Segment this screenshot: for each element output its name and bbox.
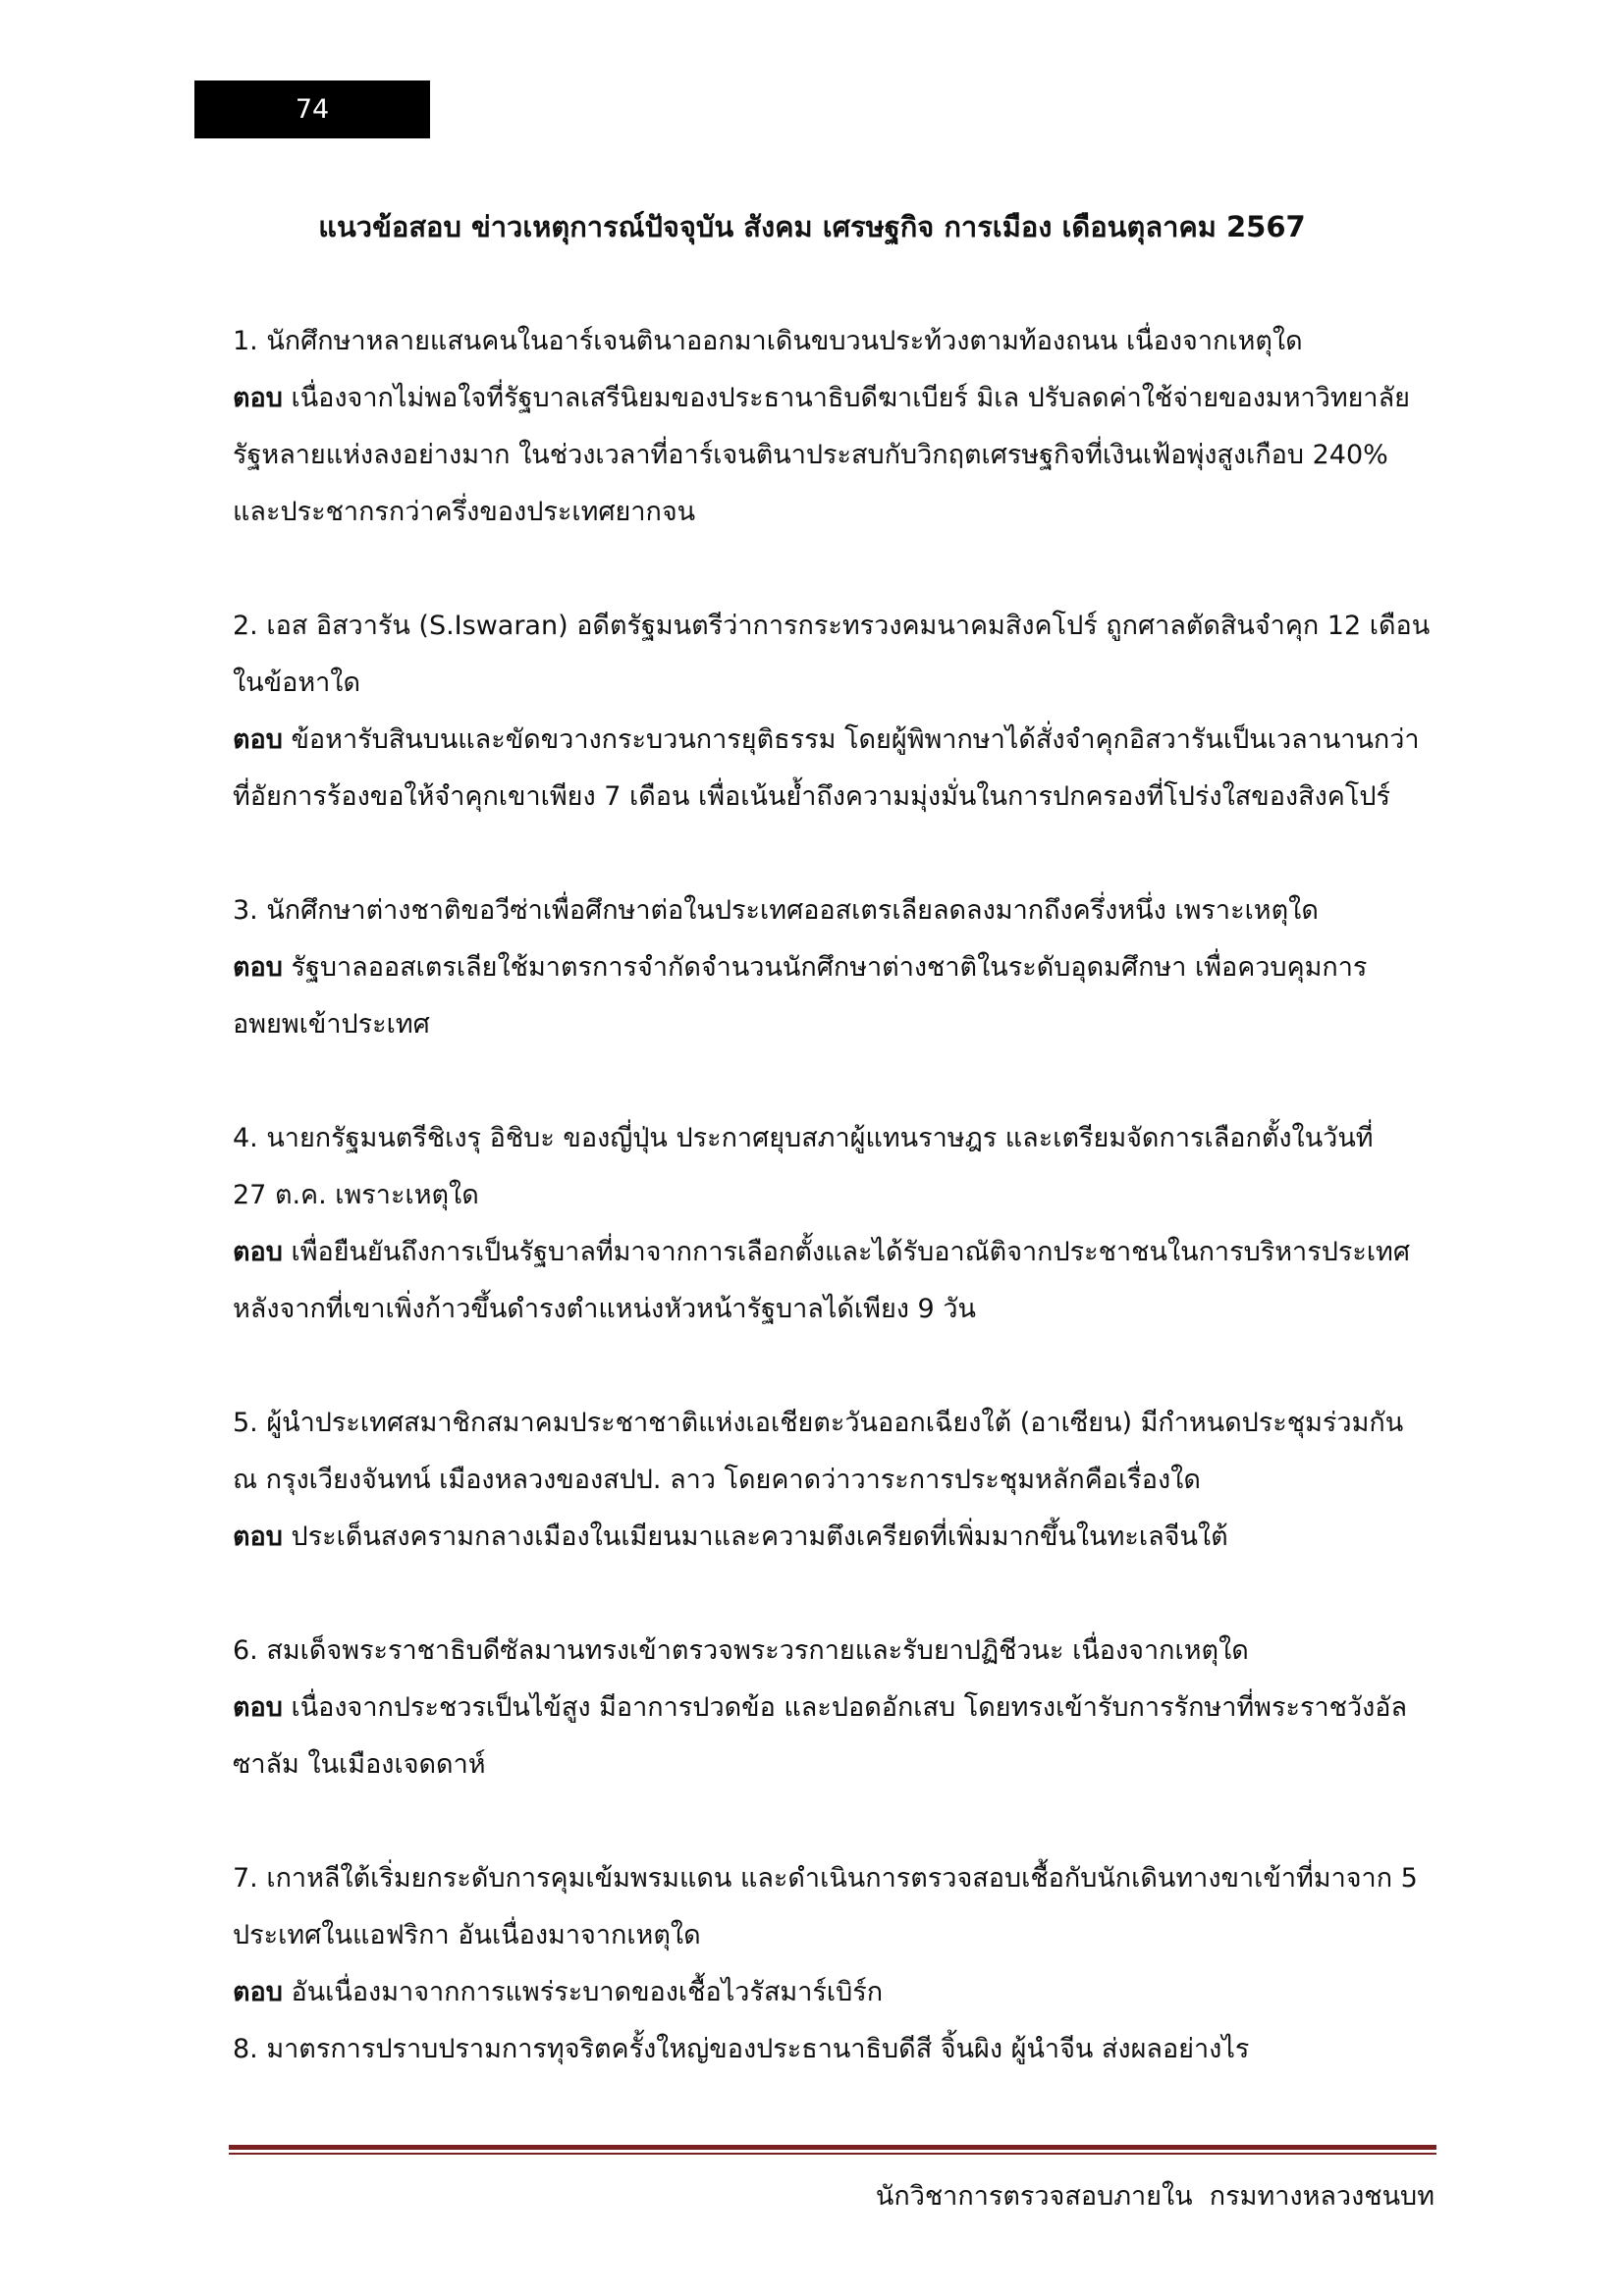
- answer-label: ตอบ: [233, 1692, 283, 1723]
- answer-line: [233, 1509, 1435, 1566]
- question-line: 8. มาตรการปราบปรามการทุจริตครั้งใหญ่ของประธานาธิบดีสี จิ้นผิง ผู้นำจีน ส่งผลอย่างไร: [233, 2034, 1250, 2064]
- answer-label: ตอบ: [233, 724, 283, 755]
- answer-line: และประชากรกว่าครึ่งของประเทศยากจน: [233, 497, 696, 527]
- answer-text: รัฐบาลออสเตรเลียใช้มาตรการจำกัดจำนวนนักศึกษาต่างชาติในระดับอุดมศึกษา เพื่อควบคุมการ: [282, 952, 1368, 983]
- qa-item: [233, 1623, 1435, 1793]
- answer-text: เนื่องจากไม่พอใจที่รัฐบาลเสรีนิยมของประธานาธิบดีฆาเบียร์ มิเล ปรับลดค่าใช้จ่ายของมหาวิทยาลัย: [282, 383, 1410, 413]
- answer-line: [233, 370, 1435, 427]
- footer-rule-thin: [229, 2153, 1436, 2155]
- answer-text: เนื่องจากประชวรเป็นไข้สูง มีอาการปวดข้อ และปอดอักเสบ โดยทรงเข้ารับการรักษาที่พระราชวังอัล: [282, 1692, 1408, 1723]
- question-line: 5. ผู้นำประเทศสมาชิกสมาคมประชาชาติแห่งเอเชียตะวันออกเฉียงใต้ (อาเซียน) มีกำหนดประชุมร่วมกัน: [233, 1408, 1404, 1438]
- question-line: 2. เอส อิสวารัน (S.Iswaran) อดีตรัฐมนตรีว่าการกระทรวงคมนาคมสิงคโปร์ ถูกศาลตัดสินจำคุก 12 เดือน: [233, 611, 1431, 641]
- answer-line: [233, 1964, 1435, 2021]
- answer-label: ตอบ: [233, 952, 283, 983]
- qa-item: [233, 882, 1435, 1053]
- qa-item: [233, 313, 1435, 541]
- answer-line: หลังจากที่เขาเพิ่งก้าวขึ้นดำรงตำแหน่งหัวหน้ารัฐบาลได้เพียง 9 วัน: [233, 1294, 976, 1324]
- answer-text: ข้อหารับสินบนและขัดขวางกระบวนการยุติธรรม โดยผู้พิพากษาได้สั่งจำคุกอิสวารันเป็นเวลานานกว่า: [282, 724, 1420, 755]
- page-number: 74: [295, 94, 330, 125]
- question-line: ในข้อหาใด: [233, 667, 360, 698]
- qa-item: [233, 1850, 1435, 2021]
- question-line: 1. นักศึกษาหลายแสนคนในอาร์เจนตินาออกมาเดินขบวนประท้วงตามท้องถนน เนื่องจากเหตุใด: [233, 326, 1303, 356]
- question-line: 6. สมเด็จพระราชาธิบดีซัลมานทรงเข้าตรวจพระวรกายและรับยาปฏิชีวนะ เนื่องจากเหตุใด: [233, 1635, 1249, 1666]
- answer-line: [233, 712, 1435, 769]
- question-line: ประเทศในแอฟริกา อันเนื่องมาจากเหตุใด: [233, 1920, 701, 1950]
- answer-line: ซาลัม ในเมืองเจดดาห์: [233, 1749, 486, 1780]
- question-line: 3. นักศึกษาต่างชาติขอวีซ่าเพื่อศึกษาต่อในประเทศออสเตรเลียลดลงมากถึงครึ่งหนึ่ง เพราะเหตุใด: [233, 895, 1319, 926]
- footer-rule: [229, 2145, 1436, 2150]
- document-title: แนวข้อสอบ ข่าวเหตุการณ์ปัจจุบัน สังคม เศรษฐกิจ การเมือง เดือนตุลาคม 2567: [318, 210, 1306, 243]
- answer-line: ที่อัยการร้องขอให้จำคุกเขาเพียง 7 เดือน เพื่อเน้นย้ำถึงความมุ่งมั่นในการปกครองที่โปร่งใสของสิงคโปร์: [233, 781, 1390, 812]
- answer-text: อันเนื่องมาจากการแพร่ระบาดของเชื้อไวรัสมาร์เบิร์ก: [282, 1977, 884, 2007]
- question-line: 4. นายกรัฐมนตรีชิเงรุ อิชิบะ ของญี่ปุ่น ประกาศยุบสภาผู้แทนราษฎร และเตรียมจัดการเลือกตั้งในวันที่: [233, 1123, 1374, 1153]
- question-line: 27 ต.ค. เพราะเหตุใด: [233, 1180, 479, 1210]
- answer-text: ประเด็นสงครามกลางเมืองในเมียนมาและความตึงเครียดที่เพิ่มมากขึ้นในทะเลจีนใต้: [282, 1522, 1228, 1552]
- qa-item: [233, 2021, 1435, 2078]
- qa-item: [233, 598, 1435, 826]
- answer-label: ตอบ: [233, 1522, 283, 1552]
- question-line: 7. เกาหลีใต้เริ่มยกระดับการคุมเข้มพรมแดน และดำเนินการตรวจสอบเชื้อกับนักเดินทางขาเข้าที่มาจาก 5: [233, 1863, 1418, 1894]
- answer-line: รัฐหลายแห่งลงอย่างมาก ในช่วงเวลาที่อาร์เจนตินาประสบกับวิกฤตเศรษฐกิจที่เงินเฟ้อพุ่งสูงเกือบ 240%: [233, 440, 1388, 470]
- question-line: ณ กรุงเวียงจันทน์ เมืองหลวงของสปป. ลาว โดยคาดว่าวาระการประชุมหลักคือเรื่องใด: [233, 1465, 1201, 1495]
- qa-item: [233, 1395, 1435, 1566]
- answer-line: อพยพเข้าประเทศ: [233, 1009, 430, 1040]
- page-number-box: [194, 80, 430, 138]
- qa-item: [233, 1110, 1435, 1338]
- answer-label: ตอบ: [233, 383, 283, 413]
- qa-list: [233, 313, 1435, 2078]
- answer-label: ตอบ: [233, 1237, 283, 1267]
- answer-line: [233, 1680, 1435, 1736]
- answer-label: ตอบ: [233, 1977, 283, 2007]
- answer-line: [233, 939, 1435, 996]
- answer-line: [233, 1224, 1435, 1281]
- footer-text: นักวิชาการตรวจสอบภายใน กรมทางหลวงชนบท: [875, 2181, 1435, 2212]
- answer-text: เพื่อยืนยันถึงการเป็นรัฐบาลที่มาจากการเลือกตั้งและได้รับอาณัติจากประชาชนในการบริหารประเทศ: [282, 1237, 1410, 1267]
